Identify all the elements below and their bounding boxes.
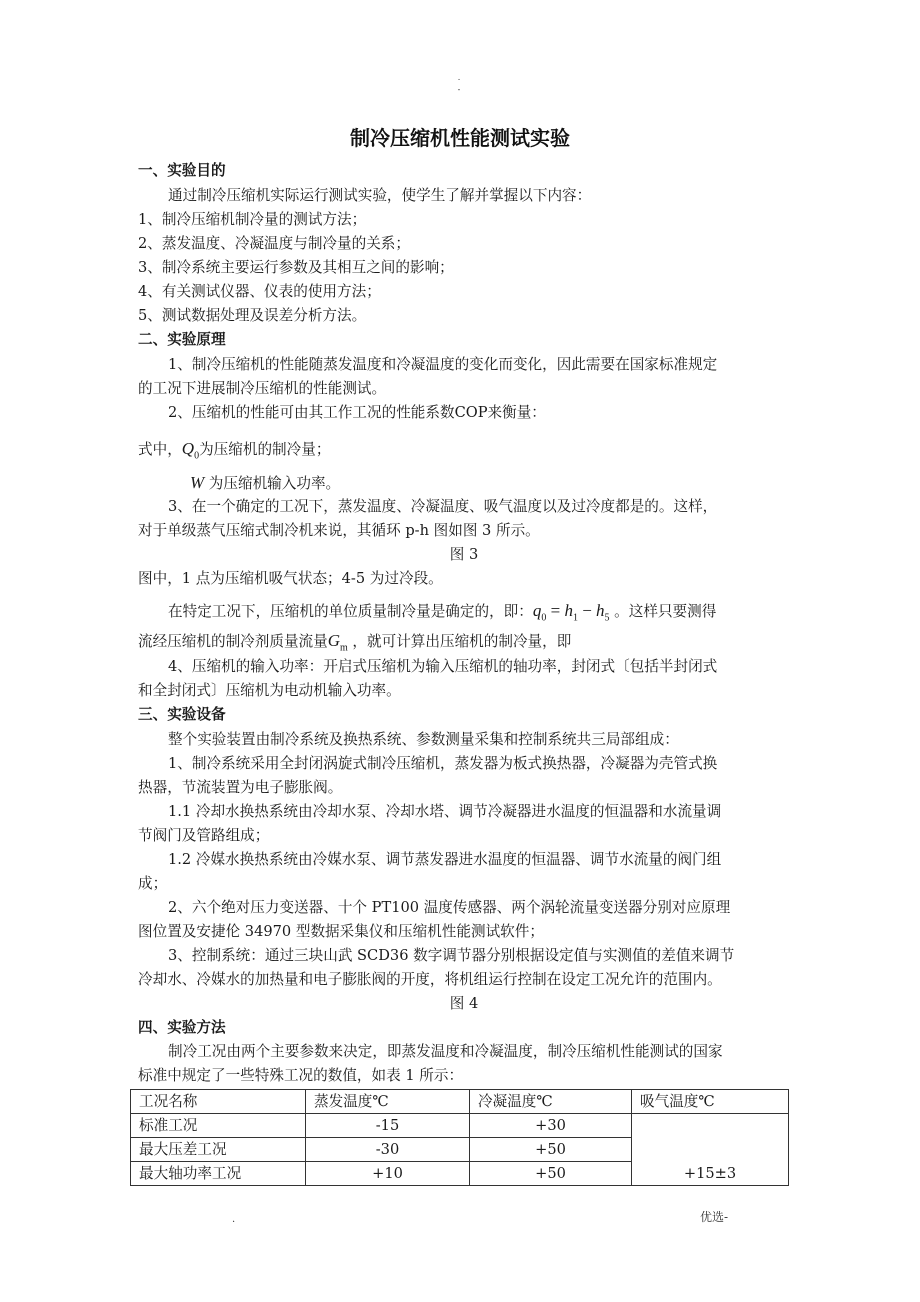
figure-4-caption: 图 4 <box>449 995 479 1012</box>
principle-p5: 流经压缩机的制冷剂质量流量$G_m$ ，就可计算出压缩机的制冷量，即 <box>138 631 572 654</box>
section-heading-equipment: 三、实验设备 <box>138 706 226 723</box>
objective-item: 1、制冷压缩机制冷量的测试方法； <box>138 211 367 228</box>
document-title: 制冷压缩机性能测试实验 <box>350 126 570 150</box>
q0-symbol: $Q_0$ <box>181 439 200 462</box>
header-mark-bottom: - <box>457 85 461 94</box>
equipment-p1-cont: 热器，节流装置为电子膨胀阀。 <box>138 779 343 796</box>
objective-item: 5、测试数据处理及误差分析方法。 <box>138 307 367 324</box>
equipment-p1: 1、制冷系统采用全封闭涡旋式制冷压缩机，蒸发器为板式换热器，冷凝器为壳管式换 <box>168 755 718 772</box>
table-cell: 最大轴功率工况 <box>131 1162 306 1186</box>
table-cell: -15 <box>306 1114 470 1138</box>
objective-item: 3、制冷系统主要运行参数及其相互之间的影响； <box>138 259 454 276</box>
principle-p3-cont: 对于单级蒸气压缩式制冷机来说，其循环 p-h 图如图 3 所示。 <box>138 522 540 539</box>
table-cell-suction-temp: +15±3 <box>632 1114 789 1186</box>
principle-p6: 4、压缩机的输入功率：开启式压缩机为输入压缩机的轴功率，封闭式〔包括半封闭式 <box>168 658 718 675</box>
table-cell: 最大压差工况 <box>131 1138 306 1162</box>
table-row <box>131 1114 789 1138</box>
table-cell: -30 <box>306 1138 470 1162</box>
conditions-table <box>130 1089 789 1186</box>
objectives-intro: 通过制冷压缩机实际运行测试实验，使学生了解并掌握以下内容： <box>168 187 592 204</box>
section-heading-method: 四、实验方法 <box>138 1019 226 1036</box>
equipment-p11-cont: 节阀门及管路组成； <box>138 827 270 844</box>
header-mark-top: . <box>457 73 461 82</box>
principle-p4: 在特定工况下，压缩机的单位质量制冷量是确定的，即：$q_0 = h_1 - h_5$ 。这样只要测得 <box>168 601 717 624</box>
objective-item: 4、有关测试仪器、仪表的使用方法； <box>138 283 381 300</box>
table-cell: +30 <box>470 1114 632 1138</box>
table-header: 冷凝温度℃ <box>470 1090 632 1114</box>
table-cell: +50 <box>470 1162 632 1186</box>
principle-p2: 2、压缩机的性能可由其工作工况的性能系数COP来衡量： <box>168 404 546 421</box>
footer-right-text: 优选- <box>700 1210 729 1224</box>
equipment-p2: 2、六个绝对压力变送器、十个 PT100 温度传感器、两个涡轮流量变送器分别对应原理 <box>168 899 731 916</box>
table-cell: +50 <box>470 1138 632 1162</box>
figure-3-note: 图中，1 点为压缩机吸气状态；4-5 为过冷段。 <box>138 570 443 587</box>
footer-left-mark: . <box>232 1214 236 1225</box>
gm-symbol: $G_m$ <box>327 631 348 654</box>
equipment-p12-cont: 成； <box>138 875 168 892</box>
principle-p6-cont: 和全封闭式〕压缩机为电动机输入功率。 <box>138 682 401 699</box>
method-p1: 制冷工况由两个主要参数来决定，即蒸发温度和冷凝温度，制冷压缩机性能测试的国家 <box>168 1043 723 1060</box>
equipment-p3: 3、控制系统：通过三块山武 SCD36 数字调节器分别根据设定值与实测值的差值来调节 <box>168 947 735 964</box>
principle-p3: 3、在一个确定的工况下，蒸发温度、冷凝温度、吸气温度以及过冷度都是的。这样， <box>168 498 718 515</box>
table-header: 吸气温度℃ <box>632 1090 789 1114</box>
objective-item: 2、蒸发温度、冷凝温度与制冷量的关系； <box>138 235 410 252</box>
table-cell: 标准工况 <box>131 1114 306 1138</box>
table-header: 蒸发温度℃ <box>306 1090 470 1114</box>
table-header-row <box>131 1090 789 1114</box>
section-heading-objectives: 一、实验目的 <box>138 162 226 179</box>
equipment-p0: 整个实验装置由制冷系统及换热系统、参数测量采集和控制系统共三局部组成： <box>168 731 679 748</box>
figure-3-caption: 图 3 <box>449 546 479 563</box>
table-header: 工况名称 <box>131 1090 306 1114</box>
table-cell: +10 <box>306 1162 470 1186</box>
w-symbol: W <box>190 473 205 492</box>
equipment-p2-cont: 图位置及安捷伦 34970 型数据采集仪和压缩机性能测试软件； <box>138 923 544 940</box>
principle-p1: 1、制冷压缩机的性能随蒸发温度和冷凝温度的变化而变化，因此需要在国家标准规定 <box>168 356 718 373</box>
formula-where-q0: 式中，$Q_0$为压缩机的制冷量； <box>138 439 331 462</box>
equipment-p12: 1.2 冷媒水换热系统由冷媒水泵、调节蒸发器进水温度的恒温器、调节水流量的阀门组 <box>168 851 722 868</box>
equipment-p3-cont: 冷却水、冷媒水的加热量和电子膨胀阀的开度，将机组运行控制在设定工况允许的范围内。 <box>138 971 722 988</box>
method-p1-cont: 标准中规定了一些特殊工况的数值，如表 1 所示： <box>138 1067 464 1084</box>
equipment-p11: 1.1 冷却水换热系统由冷却水泵、冷却水塔、调节冷凝器进水温度的恒温器和水流量调 <box>168 803 722 820</box>
formula-where-w: W 为压缩机输入功率。 <box>190 473 341 492</box>
section-heading-principle: 二、实验原理 <box>138 331 226 348</box>
q0-formula: $q_0 = h_1 - h_5$ <box>532 601 610 624</box>
principle-p1-cont: 的工况下进展制冷压缩机的性能测试。 <box>138 380 387 397</box>
